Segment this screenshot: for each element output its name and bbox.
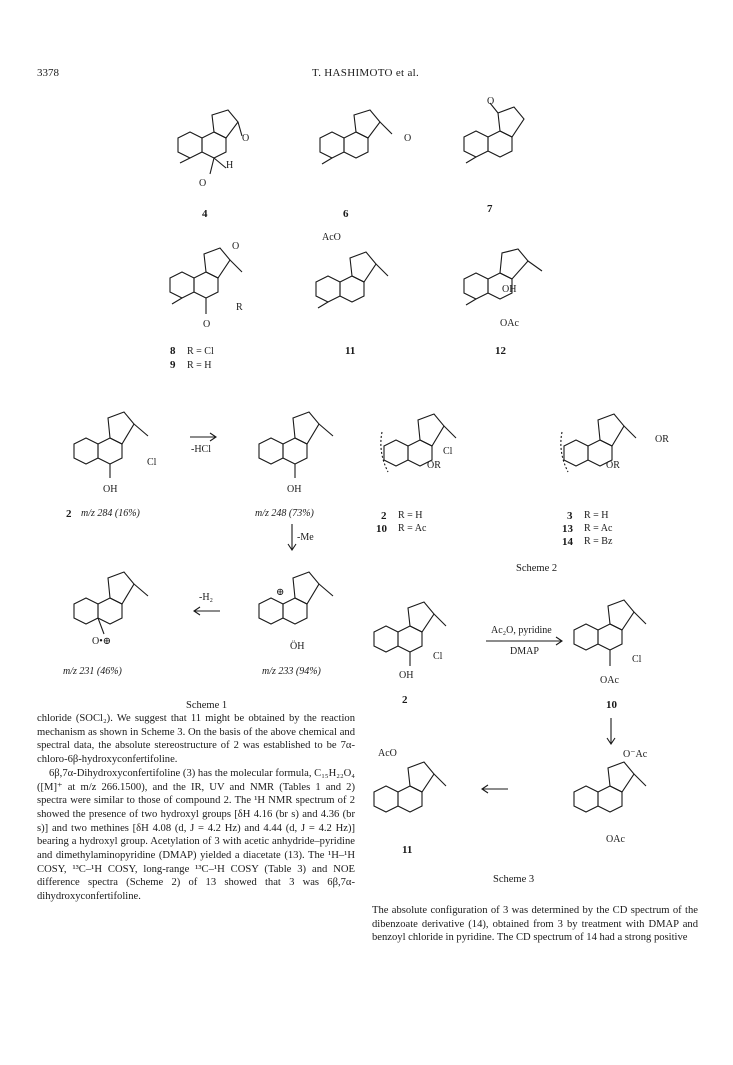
right-column (372, 904, 698, 945)
ketone-o-4: O (242, 133, 250, 144)
oac-label-12: OAc (500, 318, 519, 329)
arrow-acetylation (484, 636, 564, 646)
arrow-to-11 (480, 784, 510, 794)
structure-7 (450, 95, 570, 205)
arrow-h2 (192, 606, 222, 616)
o-minus-ac: O⁻Ac (623, 749, 648, 760)
compound-label-11: 11 (345, 345, 356, 357)
arrow-me (287, 522, 297, 552)
s2-or-right-bottom: OR (606, 460, 620, 471)
s2-row-10-id: 10 (376, 523, 387, 535)
structure-11 (300, 240, 420, 340)
structure-4 (150, 100, 270, 210)
structure-6 (300, 100, 420, 210)
s2-or-right-top: OR (655, 434, 669, 445)
oh-label-s1b: OH (287, 484, 302, 495)
s2-row-14-r: R = Bz (584, 536, 613, 547)
compound-label-4: 4 (202, 208, 208, 220)
scheme1-structure-2 (60, 400, 180, 500)
s2-row-13-id: 13 (562, 523, 573, 535)
scheme1-caption: Scheme 1 (186, 700, 228, 711)
step-me: -Me (297, 532, 314, 543)
scheme3-label-2: 2 (402, 694, 408, 706)
cation-plus: ⊕ (276, 587, 285, 598)
s2-row-2-id: 2 (381, 510, 387, 522)
s3-aco-11: AcO (378, 748, 397, 759)
scheme1-structure-233 (245, 560, 365, 660)
ketone-o-6: O (404, 133, 412, 144)
scheme3-caption: Scheme 3 (493, 874, 535, 885)
carbonyl-o-8: O (203, 319, 211, 330)
scheme3-label-11: 11 (402, 844, 413, 856)
s2-row-14-id: 14 (562, 536, 573, 548)
scheme3-structure-10 (560, 590, 690, 690)
page-number: 3378 (37, 67, 59, 79)
reagent-top: Ac₂O, pyridine (491, 625, 552, 636)
aco-label-11: AcO (322, 232, 341, 243)
scheme3-structure-11 (360, 756, 480, 846)
s3-cl-10: Cl (632, 654, 642, 665)
oxy-radical: O•⊕ (92, 636, 112, 647)
compound-label-7: 7 (487, 203, 493, 215)
ring-o-8: O (232, 241, 240, 252)
s2-or-left: OR (427, 460, 441, 471)
s2-cl: Cl (443, 446, 453, 457)
oh-label-12: OH (502, 284, 517, 295)
s2-row-10-r: R = Ac (398, 523, 427, 534)
scheme3-structure-intermediate (560, 752, 690, 852)
compound-label-8: 8 (170, 345, 176, 357)
r-substituent: R (236, 302, 243, 313)
compound-label-6: 6 (343, 208, 349, 220)
oh-label-s1a: OH (103, 484, 118, 495)
running-head: T. HASHIMOTO et al. (312, 67, 420, 79)
s3-oac-10: OAc (600, 675, 619, 686)
step-hcl: -HCl (191, 444, 211, 455)
right-paragraph: The absolute configuration of 3 was determined by the CD spectrum of the dibenzoate derivative (14), obtained from 3 by treatment with DMAP and benzoyl chloride in pyridine. The CD spectrum of 14 had a strong positive (372, 905, 698, 944)
scheme2-structure-2-10 (368, 402, 498, 502)
h-label-4: H (226, 160, 234, 171)
mz-231: m/z 231 (46%) (63, 666, 122, 677)
s2-row-2-r: R = H (398, 510, 423, 521)
reagent-bottom: DMAP (510, 646, 539, 657)
arrow-down-10 (606, 716, 616, 746)
scheme1-label-2: 2 (66, 508, 72, 520)
left-paragraph-2: 6β,7α-Dihydroxyconfertifoline (3) has the molecular formula, C₁₅H₂₂O₄ ([M]⁺ at m/z 266.1500), and the IR, UV and NMR (Tables 1 and 2) spectra were similar to those of compound 2. The ¹H NMR spectrum of 2 showed the presence of two hydroxyl groups [δH 4.16 (br s) and 4.36 (br s)] and two methines [δH 4.08 (d, J = 4.2 Hz) and 4.44 (d, J = 4.2 Hz)] bearing a hydroxyl group. Acetylation of 3 with acetic anhydride–pyridine and dimethylaminopyridine (DMAP) yielded a diacetate (13). The ¹H–¹H COSY, ¹³C–¹H COSY, long-range ¹³C–¹H COSY (Table 3) and NOE difference spectra (Scheme 2) of 13 showed that 3 was 6β,7α-dihydroxyconfertifoline. (37, 767, 355, 903)
scheme2-structure-3 (548, 402, 678, 502)
scheme3-structure-2 (360, 596, 480, 686)
scheme1-structure-231 (60, 560, 190, 670)
ketone-o-7: O (487, 96, 495, 107)
scheme2-caption: Scheme 2 (516, 563, 558, 574)
mz-233: m/z 233 (94%) (262, 666, 321, 677)
s3-oac-intermediate: OAc (606, 834, 625, 845)
r-value-8: R = Cl (187, 346, 214, 357)
epoxide-o-4: O (199, 178, 207, 189)
left-column (37, 712, 355, 904)
s2-row-3-r: R = H (584, 510, 609, 521)
s3-cl: Cl (433, 651, 443, 662)
arrow-hcl (188, 432, 218, 442)
mz-248: m/z 248 (73%) (255, 508, 314, 519)
oh-dot-label: ÖH (290, 641, 305, 652)
mz-284: m/z 284 (16%) (81, 508, 140, 519)
s3-oh: OH (399, 670, 414, 681)
compound-label-12: 12 (495, 345, 506, 357)
scheme1-structure-248 (245, 400, 365, 500)
cl-label-s1: Cl (147, 457, 157, 468)
s2-row-13-r: R = Ac (584, 523, 613, 534)
compound-label-9: 9 (170, 359, 176, 371)
r-value-9: R = H (187, 360, 212, 371)
s2-row-3-id: 3 (567, 510, 573, 522)
scheme3-label-10: 10 (606, 699, 617, 711)
left-paragraph-1: chloride (SOCl₂). We suggest that 11 might be obtained by the reaction mechanism as shown in Scheme 3. On the basis of the above chemical and spectral data, the absolute stereostructure of 2 was established to be 7α-chloro-6β-hydroxyconfertifoline. (37, 713, 355, 766)
step-h2: -H₂ (199, 592, 214, 603)
